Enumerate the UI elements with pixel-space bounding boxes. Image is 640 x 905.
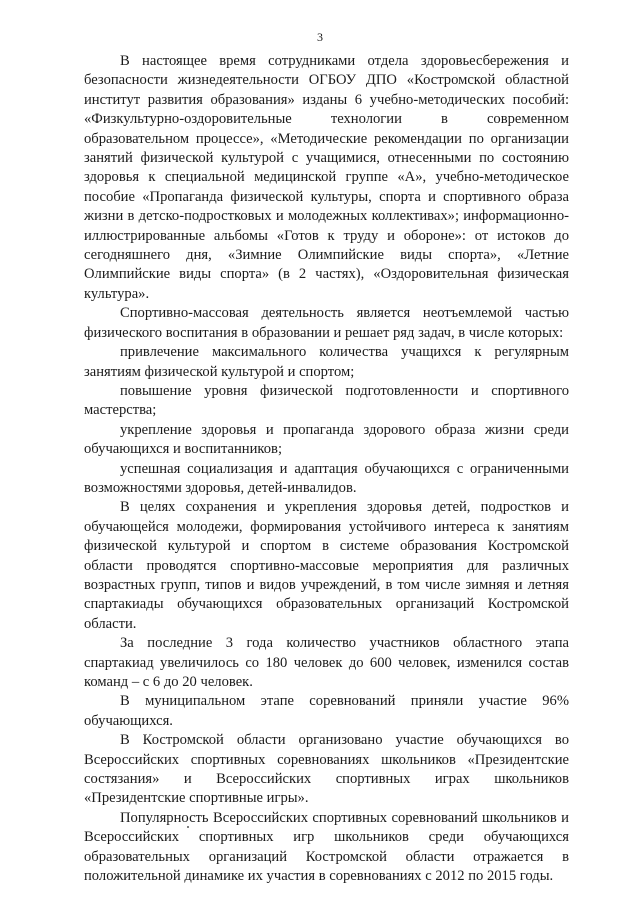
paragraph-municipal-stage: В муниципальном этапе соревнований приняли участие 96% обучающихся. — [84, 693, 569, 729]
paragraph-popularity: Популярность Всероссийских спортивных соревнований школьников и Всероссийских спортивных игр школьников среди обучающихся образовательных организаций Костромской области отражается в положительной динамике их участия в соревнованиях с 2012 по 2015 годы. — [84, 809, 569, 885]
paragraph-sports-activity: Спортивно-массовая деятельность является неотъемлемой частью физического воспитания в образовании и решает ряд задач, в числе которых: — [84, 305, 569, 341]
paragraph-task-attract: привлечение максимального количества учащихся к регулярным занятиям физической культурой и спортом; — [84, 344, 569, 380]
paragraph-task-socialization: успешная социализация и адаптация обучающихся с ограниченными возможностями здоровья, детей-инвалидов. — [84, 460, 569, 496]
paragraph-publications: В настоящее время сотрудниками отдела здоровьесбережения и безопасности жизнедеятельности ОГБОУ ДПО «Костромской областной институт развития образования» изданы 6 учебно-методических пособий: «Физкультурно-оздоровительные технологии в современном образовательном процессе», «Методические рекомендации по организации занятий физической культурой с учащимися, отнесенными по состоянию здоровья к специальной медицинской группе «А», учебно-методическое пособие «Пропаганда физической культуры, спорта и спортивного образа жизни в детско-подростковых и молодежных коллективах»; информационно-иллюстрированные альбомы «Готов к труду и обороне»: от истоков до сегодняшнего дня, «Зимние Олимпийские виды спорта», «Летние Олимпийские виды спорта» (в 2 частях), «Оздоровительная физическая культура». — [84, 53, 569, 302]
paragraph-presidential-competitions: В Костромской области организовано участие обучающихся во Всероссийских спортивных соревнованиях школьников «Президентские состязания» и Всероссийских спортивных играх школьников «Президентские спортивные игры». — [84, 732, 569, 807]
paragraph-events: В целях сохранения и укрепления здоровья детей, подростков и обучающейся молодежи, формирования устойчивого интереса к занятиям физической культурой и спортом в системе образования Костромской области проводятся спортивно-массовые мероприятия для различных возрастных групп, типов и видов учреждений, в том числе зимняя и летняя спартакиады обучающихся образовательных организаций Костромской области. — [84, 499, 569, 632]
document-body — [84, 52, 569, 886]
page-number: 3 — [317, 30, 323, 44]
scan-dot — [187, 826, 189, 828]
paragraph-participants: За последние 3 года количество участников областного этапа спартакиад увеличилось со 180 человек до 600 человек, изменился состав команд – с 6 до 20 человек. — [84, 635, 569, 690]
paragraph-task-health: укрепление здоровья и пропаганда здорового образа жизни среди обучающихся и воспитанников; — [84, 421, 569, 458]
paragraph-task-fitness: повышение уровня физической подготовленности и спортивного мастерства; — [84, 382, 569, 419]
